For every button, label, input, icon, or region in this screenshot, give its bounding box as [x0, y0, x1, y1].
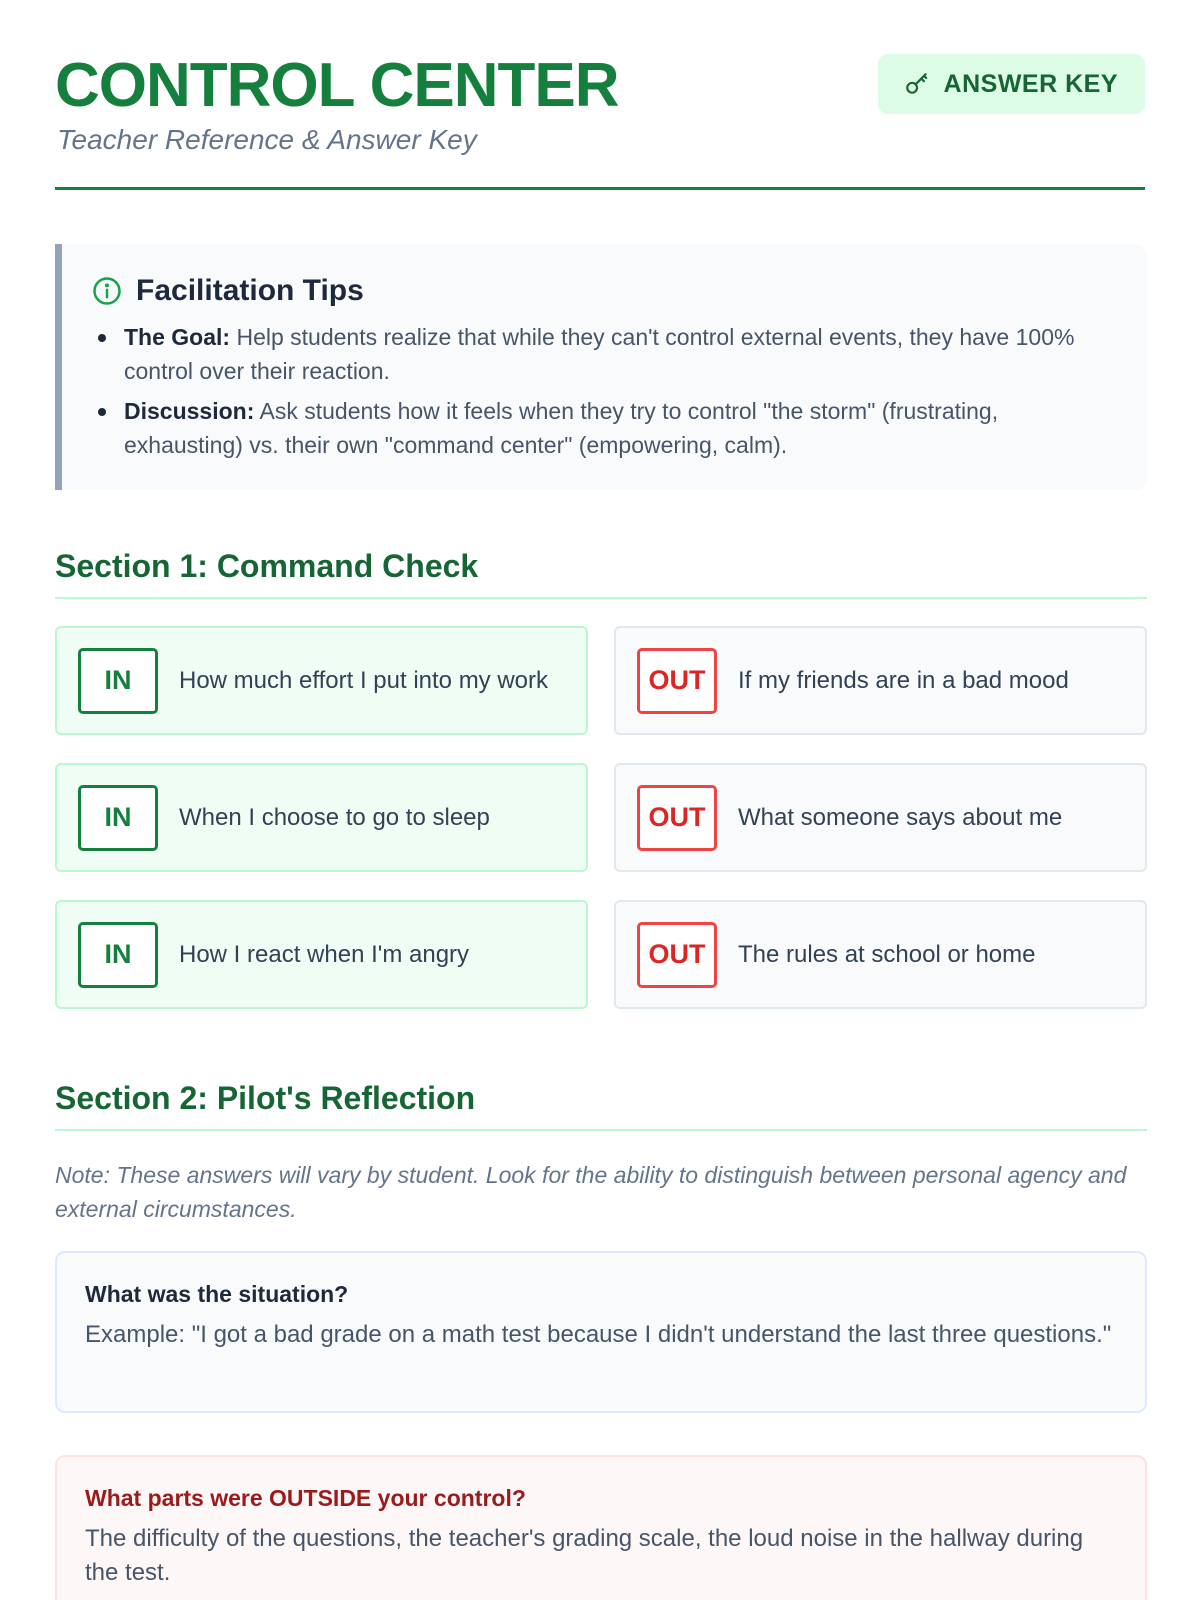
answer-key-badge [878, 54, 1145, 114]
tips-header [92, 274, 1115, 308]
tips-list [92, 320, 1115, 462]
command-item [55, 763, 588, 872]
out-tag: OUT [637, 648, 717, 714]
question-answer: Example: "I got a bad grade on a math test because I didn't understand the last three questions." [85, 1321, 1112, 1348]
command-check-grid [55, 626, 1147, 1009]
tip-text: Ask students how it feels when they try to control "the storm" (frustrating, exhausting) vs. their own "command center" (empowering, calm). [124, 398, 999, 458]
question-answer: The difficulty of the questions, the teacher's grading scale, the loud noise in the hallway during the test. [85, 1525, 1084, 1586]
tip-label: Discussion: [124, 398, 255, 424]
out-tag: OUT [637, 785, 717, 851]
command-item [614, 763, 1147, 872]
section-2-note: Note: These answers will vary by student. Look for the ability to distinguish between personal agency and external circumstances. [55, 1162, 1127, 1222]
command-item-text: The rules at school or home [738, 940, 1036, 968]
command-item [55, 626, 588, 735]
info-icon [92, 276, 122, 306]
in-tag: IN [78, 648, 158, 714]
tips-title: Facilitation Tips [136, 274, 364, 307]
page-title: CONTROL CENTER [55, 51, 619, 120]
command-item [614, 900, 1147, 1009]
section-2-title: Section 2: Pilot's Reflection [55, 1080, 1147, 1131]
section-1-title: Section 1: Command Check [55, 548, 1147, 599]
command-item [55, 900, 588, 1009]
command-item-text: When I choose to go to sleep [179, 803, 490, 831]
command-item-text: What someone says about me [738, 803, 1063, 831]
tip-item-discussion [92, 394, 1115, 462]
page-subtitle: Teacher Reference & Answer Key [57, 124, 477, 155]
question-label: What was the situation? [85, 1281, 349, 1307]
command-item-text: How I react when I'm angry [179, 940, 470, 968]
command-item [614, 626, 1147, 735]
tip-item-goal [92, 320, 1115, 388]
in-tag: IN [78, 922, 158, 988]
tip-label: The Goal: [124, 324, 231, 350]
in-tag: IN [78, 785, 158, 851]
command-item-text: If my friends are in a bad mood [738, 666, 1069, 694]
reflection-outside-control-box [55, 1455, 1147, 1600]
command-item-text: How much effort I put into my work [179, 666, 549, 694]
tip-text: Help students realize that while they can't control external events, they have 100% control over their reaction. [124, 324, 1075, 384]
answer-key-label: ANSWER KEY [943, 69, 1118, 98]
page-header [55, 0, 1145, 190]
question-label: What parts were OUTSIDE your control? [85, 1485, 526, 1511]
reflection-situation-box [55, 1251, 1147, 1413]
out-tag: OUT [637, 922, 717, 988]
key-icon [904, 71, 930, 97]
facilitation-tips-box [55, 244, 1147, 490]
